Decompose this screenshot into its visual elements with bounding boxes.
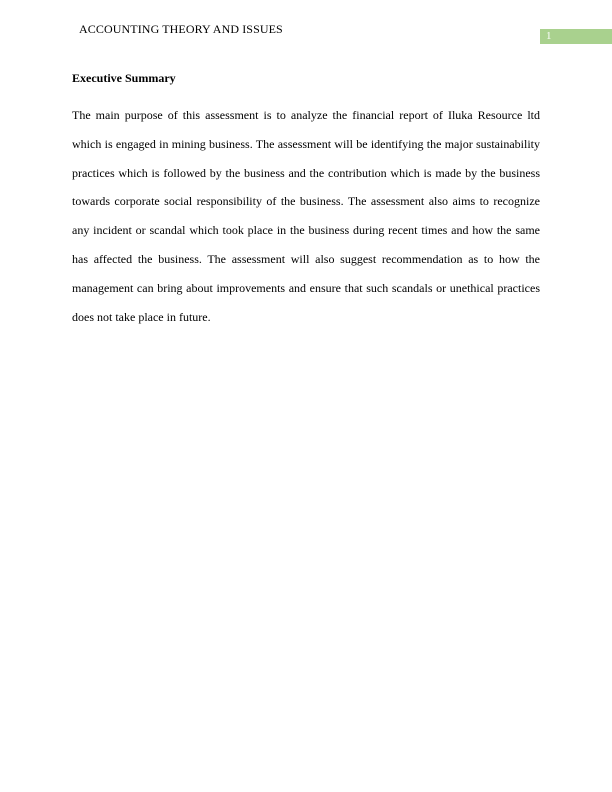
running-header-title: ACCOUNTING THEORY AND ISSUES (79, 22, 283, 36)
paragraph-line: any incident or scandal which took place in the business during recent times and how the same (72, 223, 540, 238)
paragraph-line: The main purpose of this assessment is to analyze the financial report of Iluka Resource ltd (72, 108, 540, 122)
paragraph-line: does not take place in future. (72, 309, 211, 324)
page-number-badge (540, 29, 612, 44)
paragraph-line: towards corporate social responsibility of the business. The assessment also aims to recognize (72, 194, 540, 209)
executive-summary-paragraph (72, 101, 540, 331)
paragraph-line: practices which is followed by the business and the contribution which is made by the business (72, 165, 540, 180)
section-heading: Executive Summary (72, 71, 176, 85)
page-number: 1 (546, 30, 552, 42)
paragraph-line: which is engaged in mining business. The assessment will be identifying the major sustainability (72, 136, 540, 151)
paragraph-line: has affected the business. The assessment will also suggest recommendation as to how the (72, 251, 540, 266)
paragraph-line: management can bring about improvements and ensure that such scandals or unethical practices (72, 280, 540, 295)
